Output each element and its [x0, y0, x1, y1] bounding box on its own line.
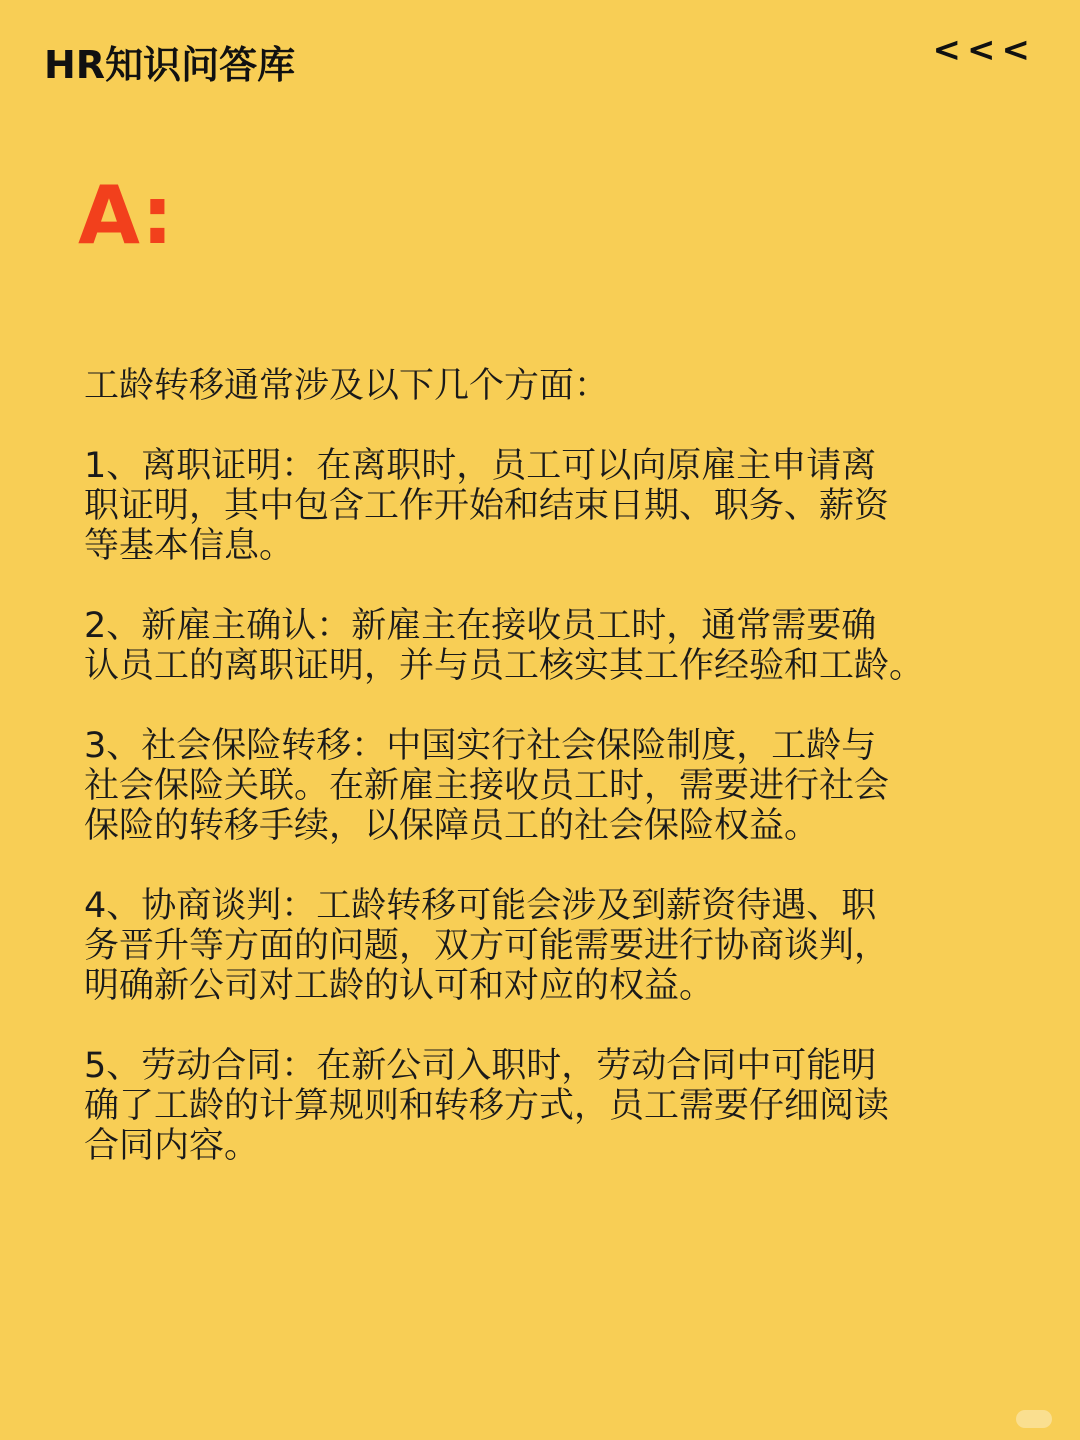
- answer-line: 3、社会保险转移：中国实行社会保险制度，工龄与: [84, 726, 877, 766]
- answer-item-3: [84, 726, 1024, 846]
- intro-text: 工龄转移通常涉及以下几个方面：: [84, 366, 610, 406]
- answer-line: 合同内容。: [84, 1126, 260, 1166]
- answer-item-4: [84, 886, 1024, 1006]
- answer-item-5: [84, 1046, 1024, 1166]
- page-header-title: HR知识问答库: [44, 43, 296, 87]
- answer-label: A:: [78, 169, 174, 262]
- answer-line: 社会保险关联。在新雇主接收员工时，需要进行社会: [84, 766, 890, 806]
- answer-content: [84, 366, 1024, 1206]
- answer-line: 确了工龄的计算规则和转移方式，员工需要仔细阅读: [84, 1086, 890, 1126]
- answer-line: 认员工的离职证明，并与员工核实其工作经验和工龄。: [84, 646, 925, 686]
- answer-item-1: [84, 446, 1024, 566]
- answer-line: 等基本信息。: [84, 526, 295, 566]
- answer-line: 明确新公司对工龄的认可和对应的权益。: [84, 966, 715, 1006]
- answer-line: 5、劳动合同：在新公司入职时，劳动合同中可能明: [84, 1046, 877, 1086]
- answer-line: 保险的转移手续，以保障员工的社会保险权益。: [84, 806, 820, 846]
- answer-line: 2、新雇主确认：新雇主在接收员工时，通常需要确: [84, 606, 877, 646]
- back-arrows-icon[interactable]: <<<: [932, 30, 1036, 70]
- answer-line: 务晋升等方面的问题，双方可能需要进行协商谈判，: [84, 926, 890, 966]
- answer-item-2: [84, 606, 1024, 686]
- answer-line: 4、协商谈判：工龄转移可能会涉及到薪资待遇、职: [84, 886, 877, 926]
- watermark-icon: [1016, 1410, 1052, 1428]
- answer-line: 职证明，其中包含工作开始和结束日期、职务、薪资: [84, 486, 890, 526]
- answer-line: 1、离职证明：在离职时，员工可以向原雇主申请离: [84, 446, 877, 486]
